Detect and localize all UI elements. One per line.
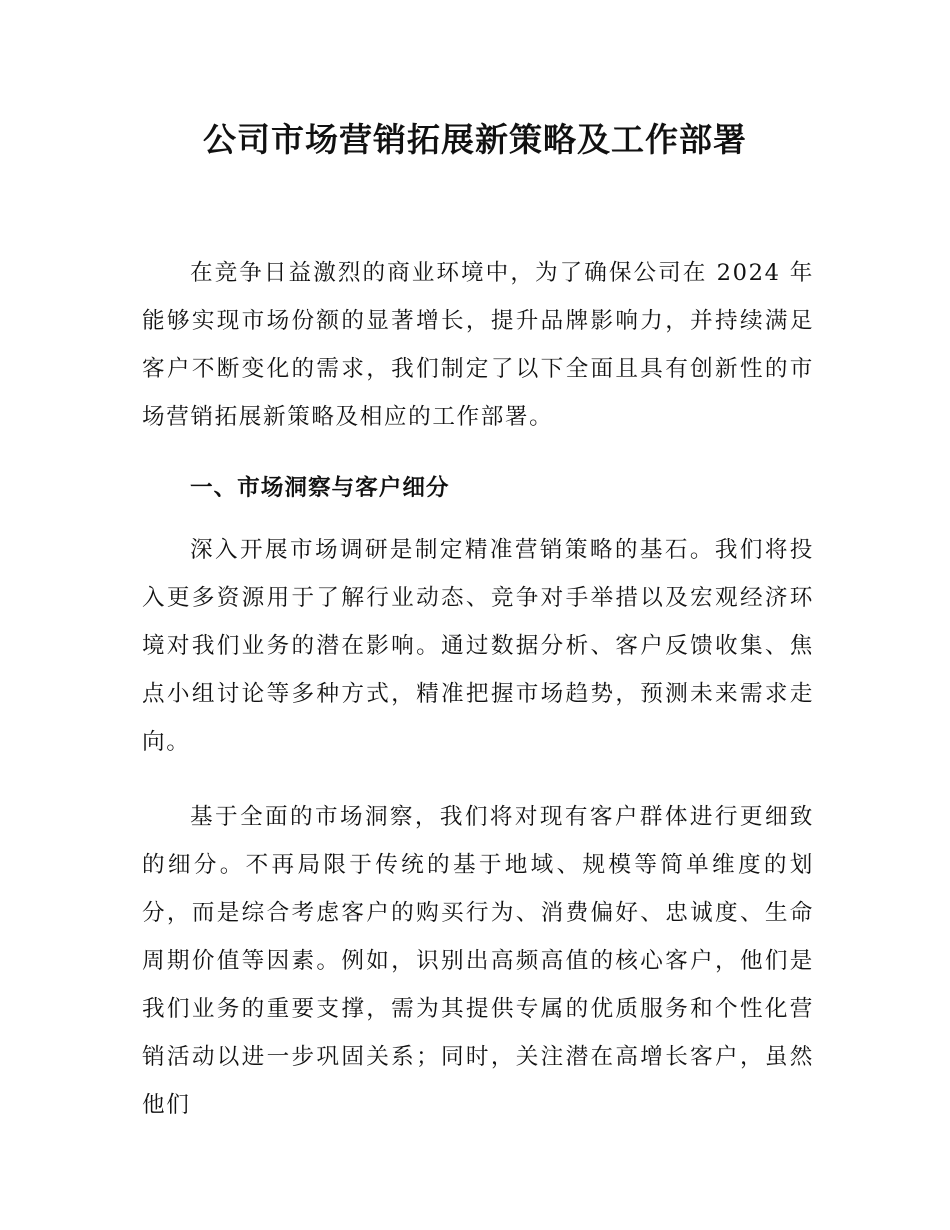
intro-paragraph: 在竞争日益激烈的商业环境中，为了确保公司在 2024 年能够实现市场份额的显著增长，提升品牌影响力，并持续满足客户不断变化的需求，我们制定了以下全面且具有创新性的市场营销拓展新策略及相应的工作部署。 (142, 260, 814, 430)
section-paragraph: 深入开展市场调研是制定精准营销策略的基石。我们将投入更多资源用于了解行业动态、竞争对手举措以及宏观经济环境对我们业务的潜在影响。通过数据分析、客户反馈收集、焦点小组讨论等多种方式，精准把握市场趋势，预测未来需求走向。 (142, 537, 814, 755)
section-heading: 一、市场洞察与客户细分 (190, 475, 450, 501)
document-title: 公司市场营销拓展新策略及工作部署 (203, 120, 747, 159)
intro-block (142, 249, 814, 441)
section-paragraph: 基于全面的市场洞察，我们将对现有客户群体进行更细致的细分。不再局限于传统的基于地域、规模等简单维度的划分，而是综合考虑客户的购买行为、消费偏好、忠诚度、生命周期价值等因素。例如，识别出高频高值的核心客户，他们是我们业务的重要支撑，需为其提供专属的优质服务和个性化营销活动以进一步巩固关系；同时，关注潜在高增长客户，虽然他们 (142, 804, 814, 1118)
section-paragraph-block (142, 793, 814, 1129)
section-paragraph-block (142, 526, 814, 766)
